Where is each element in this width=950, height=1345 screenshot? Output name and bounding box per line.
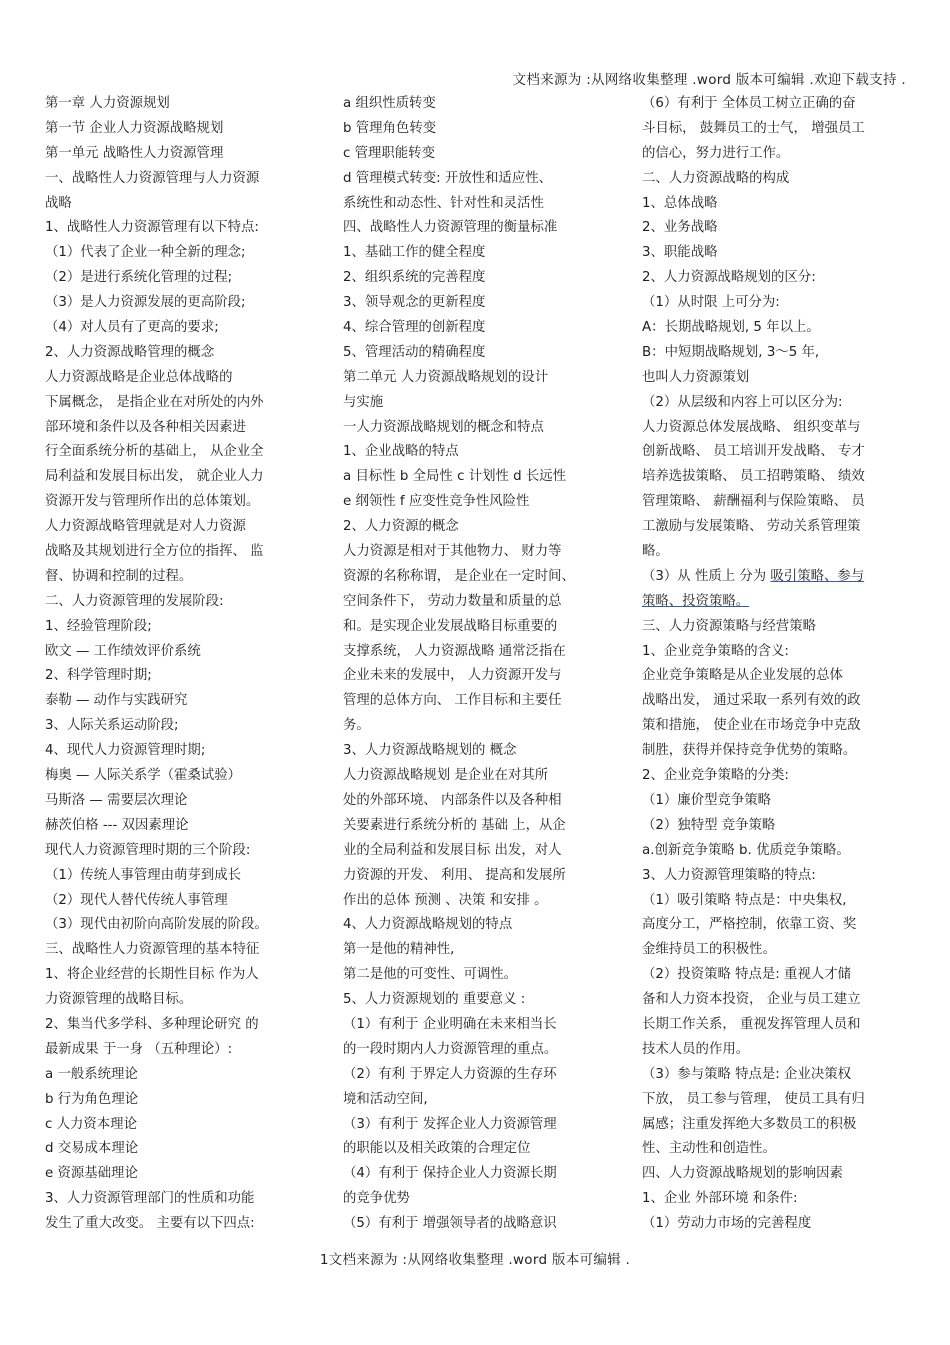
text-line: 2、人力资源的概念 bbox=[343, 519, 459, 535]
text-line: e 资源基础理论 bbox=[45, 1166, 138, 1182]
text-line: 高度分工，严格控制，依靠工资、奖 bbox=[642, 917, 857, 933]
text-line: 二、人力资源管理的发展阶段: bbox=[45, 593, 224, 609]
text-line: A：长期战略规划, 5 年以上。 bbox=[642, 320, 820, 336]
text-line: 也叫人力资源策划 bbox=[642, 369, 750, 385]
text-line: 三、战略性人力资源管理的基本特征 bbox=[45, 942, 260, 958]
text-line: B：中短期战略规划, 3～5 年, bbox=[642, 344, 820, 360]
text-line: 的一段时期内人力资源管理的重点。 bbox=[343, 1041, 558, 1057]
text-line: 略。 bbox=[642, 544, 669, 560]
text-line: （3）是人力资源发展的更高阶段; bbox=[45, 295, 246, 311]
text-line: b 管理角色转变 bbox=[343, 120, 437, 136]
text-column-left bbox=[45, 92, 320, 1237]
text-line: 企业未来的发展中， 人力资源开发与 bbox=[343, 668, 562, 684]
text-line: 3、职能战略 bbox=[642, 245, 718, 261]
text-line: 第一节 企业人力资源战略规划 bbox=[45, 120, 224, 136]
text-line: 策和措施， 使企业在市场竞争中克敌 bbox=[642, 718, 861, 734]
text-line: 工激励与发展策略、 劳动关系管理策 bbox=[642, 519, 861, 535]
text-line: 马斯洛 — 需要层次理论 bbox=[45, 792, 188, 808]
text-line: 4、综合管理的创新程度 bbox=[343, 320, 486, 336]
text-line: a 一般系统理论 bbox=[45, 1066, 138, 1082]
text-line: 与实施 bbox=[343, 394, 384, 410]
text-line: e 纲领性 f 应变性竞争性风险性 bbox=[343, 494, 530, 510]
text-line: （1）吸引策略 特点是：中央集权, bbox=[642, 892, 847, 908]
text-line: 四、人力资源战略规划的影响因素 bbox=[642, 1166, 843, 1182]
text-line: （1）传统人事管理由萌芽到成长 bbox=[45, 867, 241, 883]
text-line: b 行为角色理论 bbox=[45, 1091, 139, 1107]
text-line: 第二是他的可变性、可调性。 bbox=[343, 967, 518, 983]
text-line: （3）有利于 发挥企业人力资源管理 bbox=[343, 1116, 557, 1132]
text-line: 的竞争优势 bbox=[343, 1191, 410, 1207]
text-line: 作出的总体 预测 、决策 和安排 。 bbox=[343, 892, 548, 908]
text-line: 1、经验管理阶段; bbox=[45, 618, 152, 634]
text-line: 赫茨伯格 --- 双因素理论 bbox=[45, 817, 189, 833]
text-line: 力资源管理的战略目标。 bbox=[45, 992, 193, 1008]
text-line: 第一单元 战略性人力资源管理 bbox=[45, 145, 224, 161]
text-line: 策略、投资策略。 bbox=[642, 593, 750, 609]
text-line: 最新成果 于一身 （五种理论）: bbox=[45, 1041, 233, 1057]
text-line: 战略 bbox=[45, 195, 72, 211]
text-line: c 管理职能转变 bbox=[343, 145, 435, 161]
text-line: 战略及其规划进行全方位的指挥、 监 bbox=[45, 544, 264, 560]
text-line: 部环境和条件以及各种相关因素进 bbox=[45, 419, 246, 435]
text-line: 关要素进行系统分析的 基础 上，从企 bbox=[343, 817, 566, 833]
text-line: c 人力资本理论 bbox=[45, 1116, 137, 1132]
text-column-right bbox=[642, 92, 922, 1237]
text-line: 下放， 员工参与管理， 使员工具有归 bbox=[642, 1091, 865, 1107]
text-line: 系统性和动态性、针对性和灵活性 bbox=[343, 195, 544, 211]
text-line: 的职能以及相关政策的合理定位 bbox=[343, 1141, 531, 1157]
text-line: （1）代表了企业一种全新的理念; bbox=[45, 245, 246, 261]
text-line: 的信心，努力进行工作。 bbox=[642, 145, 790, 161]
text-line: 局利益和发展目标出发， 就企业人力 bbox=[45, 469, 264, 485]
text-line: 3、人力资源管理部门的性质和功能 bbox=[45, 1191, 255, 1207]
text-line: 1、战略性人力资源管理有以下特点: bbox=[45, 220, 259, 236]
text-line: 行全面系统分析的基础上， 从企业全 bbox=[45, 444, 264, 460]
text-line: 支撑系统， 人力资源战略 通常泛指在 bbox=[343, 643, 566, 659]
text-line: 务。 bbox=[343, 718, 370, 734]
text-line: 5、人力资源规划的 重要意义 : bbox=[343, 992, 526, 1008]
text-line: 性、主动性和创造性。 bbox=[642, 1141, 776, 1157]
text-line: a 组织性质转变 bbox=[343, 96, 436, 111]
text-line: 第二单元 人力资源战略规划的设计 bbox=[343, 369, 549, 385]
text-line: 5、管理活动的精确程度 bbox=[343, 344, 486, 360]
text-line: 业的全局利益和发展目标 出发，对人 bbox=[343, 842, 562, 858]
text-line: 一人力资源战略规划的概念和特点 bbox=[343, 419, 544, 435]
text-line: （1）廉价型竞争策略 bbox=[642, 792, 772, 808]
text-line: 空间条件下， 劳动力数量和质量的总 bbox=[343, 593, 562, 609]
text-line: （3）现代由初阶向高阶发展的阶段。 bbox=[45, 917, 268, 933]
text-line: （1）从时限 上可分为: bbox=[642, 295, 780, 311]
text-line: 备和人力资本投资， 企业与员工建立 bbox=[642, 992, 861, 1008]
text-line: 1、总体战略 bbox=[642, 195, 718, 211]
text-line: 金维持员工的积极性。 bbox=[642, 942, 776, 958]
text-line: 三、人力资源策略与经营策略 bbox=[642, 618, 817, 634]
text-line: a.创新竞争策略 b. 优质竞争策略。 bbox=[642, 842, 850, 858]
text-line: （2）有利 于界定人力资源的生存环 bbox=[343, 1066, 557, 1082]
text-line: （1）劳动力市场的完善程度 bbox=[642, 1216, 812, 1232]
text-line: （5）有利于 增强领导者的战略意识 bbox=[343, 1216, 557, 1232]
text-line: （4）有利于 保持企业人力资源长期 bbox=[343, 1166, 557, 1182]
text-line: 3、人力资源战略规划的 概念 bbox=[343, 743, 517, 759]
text-line: 2、组织系统的完善程度 bbox=[343, 270, 486, 286]
text-line: 长期工作关系， 重视发挥管理人员和 bbox=[642, 1016, 861, 1032]
text-line: 欧文 — 工作绩效评价系统 bbox=[45, 643, 201, 659]
text-line: 四、战略性人力资源管理的衡量标准 bbox=[343, 220, 558, 236]
text-line: 第一是他的精神性, bbox=[343, 942, 455, 958]
text-line: （1）有利于 企业明确在未来相当长 bbox=[343, 1016, 557, 1032]
text-line: 培养选拔策略、 员工招聘策略、 绩效 bbox=[642, 469, 865, 485]
text-line: 二、人力资源战略的构成 bbox=[642, 170, 790, 186]
text-line: 境和活动空间, bbox=[343, 1091, 428, 1107]
text-line: 资源的名称称谓， 是企业在一定时间、 bbox=[343, 568, 575, 584]
text-line: 泰勒 — 动作与实践研究 bbox=[45, 693, 188, 709]
text-line: 力资源的开发、 利用、 提高和发展所 bbox=[343, 867, 566, 883]
text-line: 技术人员的作用。 bbox=[642, 1041, 750, 1057]
text-line: 2、人力资源战略规划的区分: bbox=[642, 270, 816, 286]
text-line: 2、业务战略 bbox=[642, 220, 718, 236]
text-line: 3、人际关系运动阶段; bbox=[45, 718, 179, 734]
text-line: 3、人力资源管理策略的特点: bbox=[642, 867, 816, 883]
text-column-middle bbox=[343, 92, 618, 1237]
header-source-note: 文档来源为 :从网络收集整理 .word 版本可编辑 .欢迎下载支持 . bbox=[512, 72, 906, 88]
text-line: （2）投资策略 特点是: 重视人才储 bbox=[642, 967, 852, 983]
text-line: 4、人力资源战略规划的特点 bbox=[343, 917, 513, 933]
text-line: 属感；注重发挥绝大多数员工的积极 bbox=[642, 1116, 857, 1132]
text-line: 企业竞争策略是从企业发展的总体 bbox=[642, 668, 843, 684]
text-line: 管理策略、 薪酬福利与保险策略、 员 bbox=[642, 494, 865, 510]
text-line: 1、企业战略的特点 bbox=[343, 444, 459, 460]
text-line: 1、企业竞争策略的含义: bbox=[642, 643, 789, 659]
text-line: 创新战略、 员工培训开发战略、 专才 bbox=[642, 444, 865, 460]
text-line: 第一章 人力资源规划 bbox=[45, 96, 170, 111]
text-line: a 目标性 b 全局性 c 计划性 d 长远性 bbox=[343, 469, 567, 485]
text-line: 人力资源是相对于其他物力、 财力等 bbox=[343, 544, 562, 560]
text-line: 2、人力资源战略管理的概念 bbox=[45, 344, 215, 360]
text-line: 2、集当代多学科、多种理论研究 的 bbox=[45, 1016, 259, 1032]
text-line: 人力资源战略规划 是企业在对其所 bbox=[343, 768, 549, 784]
text-line: d 交易成本理论 bbox=[45, 1141, 139, 1157]
text-line: 人力资源战略是企业总体战略的 bbox=[45, 369, 233, 385]
text-line: 下属概念， 是指企业在对所处的内外 bbox=[45, 394, 264, 410]
text-line: 战略出发， 通过采取一系列有效的政 bbox=[642, 693, 861, 709]
text-line: （3）从 性质上 分为 吸引策略、参与 bbox=[642, 568, 865, 584]
text-line: 督、协调和控制的过程。 bbox=[45, 568, 193, 584]
text-line: 和。是实现企业发展战略目标重要的 bbox=[343, 618, 558, 634]
text-line: 1、企业 外部环境 和条件: bbox=[642, 1191, 798, 1207]
text-line: （3）参与策略 特点是: 企业决策权 bbox=[642, 1066, 852, 1082]
text-line: （2）现代人替代传统人事管理 bbox=[45, 892, 228, 908]
text-line: 3、领导观念的更新程度 bbox=[343, 295, 486, 311]
text-line: 发生了重大改变。 主要有以下四点: bbox=[45, 1216, 255, 1232]
text-line: d 管理模式转变: 开放性和适应性、 bbox=[343, 170, 552, 186]
text-line: 一、战略性人力资源管理与人力资源 bbox=[45, 170, 260, 186]
text-line: 管理的总体方向、 工作目标和主要任 bbox=[343, 693, 562, 709]
text-line: 资源开发与管理所作出的总体策划。 bbox=[45, 494, 260, 510]
text-line: 人力资源战略管理就是对人力资源 bbox=[45, 519, 246, 535]
text-line: （2）独特型 竞争策略 bbox=[642, 817, 776, 833]
text-line: （4）对人员有了更高的要求; bbox=[45, 320, 219, 336]
text-line: 制胜，获得并保持竞争优势的策略。 bbox=[642, 743, 857, 759]
text-line: 处的外部环境、 内部条件以及各种相 bbox=[343, 792, 562, 808]
text-line: （2）是进行系统化管理的过程; bbox=[45, 270, 233, 286]
text-line: 2、科学管理时期; bbox=[45, 668, 152, 684]
text-line: （6）有利于 全体员工树立正确的奋 bbox=[642, 96, 856, 111]
text-line: 1、基础工作的健全程度 bbox=[343, 245, 486, 261]
text-line: 1、将企业经营的长期性目标 作为人 bbox=[45, 967, 259, 983]
text-line: 斗目标， 鼓舞员工的士气， 增强员工 bbox=[642, 120, 865, 136]
text-line: 2、企业竞争策略的分类: bbox=[642, 768, 789, 784]
text-line: （2）从层级和内容上可以区分为: bbox=[642, 394, 843, 410]
text-line: 4、现代人力资源管理时期; bbox=[45, 743, 206, 759]
text-line: 人力资源总体发展战略、 组织变革与 bbox=[642, 419, 861, 435]
text-line: 梅奥 — 人际关系学（霍桑试验） bbox=[45, 768, 241, 784]
footer-source-note: 1文档来源为 :从网络收集整理 .word 版本可编辑 . bbox=[319, 1252, 631, 1268]
text-line: 现代人力资源管理时期的三个阶段: bbox=[45, 842, 251, 858]
